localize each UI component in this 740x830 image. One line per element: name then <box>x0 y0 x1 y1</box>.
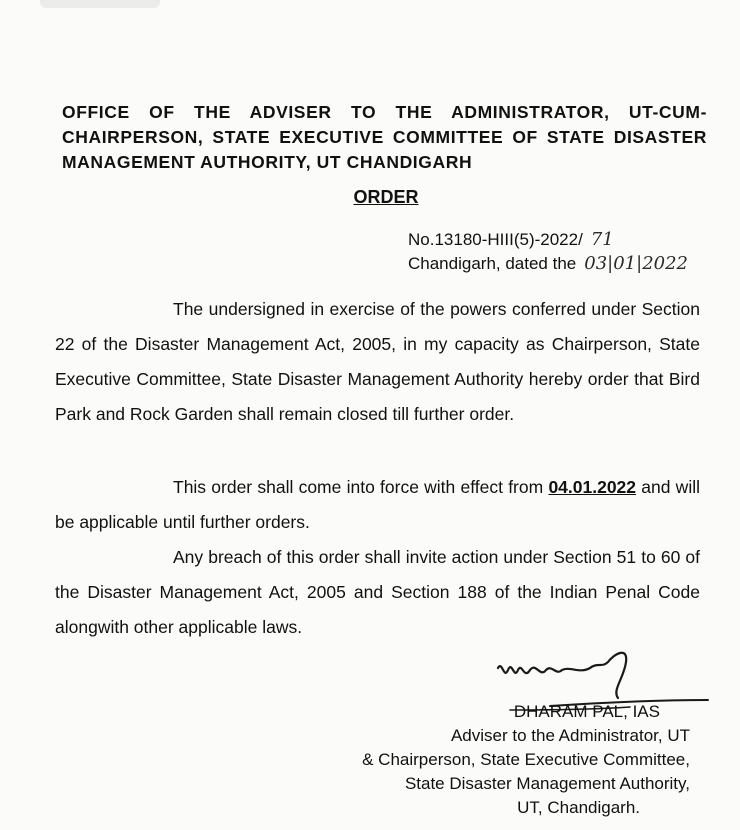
order-date-handwritten: 03|01|2022 <box>584 253 688 274</box>
order-reference <box>408 228 688 276</box>
signatory-title-3: State Disaster Management Authority, <box>404 774 690 793</box>
paragraph-2-start: This order shall come into force with effect from <box>173 477 544 497</box>
paragraph-1 <box>55 292 700 432</box>
order-date-line <box>408 252 688 276</box>
order-number-handwritten: 71 <box>590 229 614 250</box>
paragraph-2-end: and will be applicable until further orders. <box>55 477 700 532</box>
signatory-title-2: & Chairperson, State Executive Committee, <box>362 750 690 769</box>
dated-label: Chandigarh, dated the <box>408 254 577 273</box>
signatory-title-4: UT, Chandigarh. <box>517 798 640 817</box>
order-number-line <box>408 228 688 252</box>
scan-edge <box>40 0 160 8</box>
paragraph-3-text: Any breach of this order shall invite action under Section 51 to 60 of the Disaster Management Act, 2005 and Section 188 of the Indian Penal Code alongwith other applicable laws. <box>55 547 700 637</box>
order-number: No.13180-HIII(5)-2022/ <box>408 230 583 249</box>
paragraph-1-text: The undersigned in exercise of the powers conferred under Section 22 of the Disaster Management Act, 2005, in my capacity as Chairperson, State Executive Committee, State Disaster Management Authority hereby order that Bird Park and Rock Garden shall remain closed till further order. <box>55 299 700 424</box>
paragraph-3 <box>55 540 700 645</box>
signatory-title-1: Adviser to the Administrator, UT <box>450 726 690 745</box>
order-title-wrap <box>0 187 740 208</box>
order-title: ORDER <box>353 187 419 207</box>
effective-date: 04.01.2022 <box>548 477 637 497</box>
signature-block <box>290 700 690 820</box>
paragraph-2 <box>55 470 700 540</box>
office-header: OFFICE OF THE ADVISER TO THE ADMINISTRATOR, UT-CUM-CHAIRPERSON, STATE EXECUTIVE COMMITTEE OF STATE DISASTER MANAGEMENT AUTHORITY, UT CHANDIGARH <box>62 102 707 172</box>
signatory-name: DHARAM PAL, IAS <box>513 702 660 721</box>
